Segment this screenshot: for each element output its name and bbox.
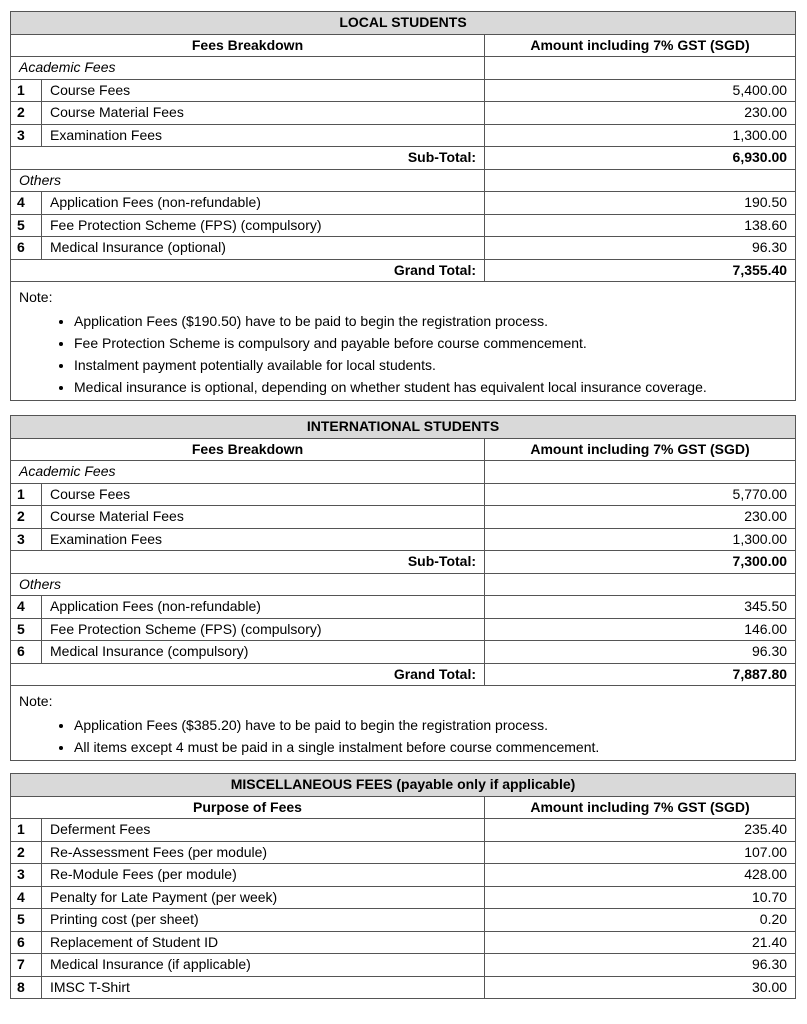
table-row: 3 Examination Fees 1,300.00 [11, 528, 796, 551]
grandtotal-value: 7,355.40 [485, 259, 796, 282]
table-row: 3 Re-Module Fees (per module) 428.00 [11, 864, 796, 887]
miscellaneous-fees-table [10, 773, 796, 999]
subtotal-value: 7,300.00 [485, 551, 796, 574]
table-row: 2 Re-Assessment Fees (per module) 107.00 [11, 841, 796, 864]
note-title: Note: [19, 289, 53, 305]
table-row: 6 Medical Insurance (compulsory) 96.30 [11, 641, 796, 664]
international-students-table [10, 415, 796, 761]
table-title: MISCELLANEOUS FEES (payable only if applicable) [11, 774, 796, 797]
column-header-amount: Amount including 7% GST (SGD) [485, 796, 796, 819]
note-item: • Instalment payment potentially available for local students. [74, 354, 787, 376]
section-label-others: Others [11, 169, 485, 192]
table-row: 3 Examination Fees 1,300.00 [11, 124, 796, 147]
subtotal-label: Sub-Total: [11, 551, 485, 574]
section-label-others: Others [11, 573, 485, 596]
local-students-table [10, 11, 796, 401]
note-title: Note: [19, 693, 53, 709]
table-row: 2 Course Material Fees 230.00 [11, 506, 796, 529]
table-title-note: (payable only if applicable) [396, 776, 576, 793]
column-header-purpose: Purpose of Fees [11, 796, 485, 819]
table-row: 5 Fee Protection Scheme (FPS) (compulsory) 138.60 [11, 214, 796, 237]
section-label-academic: Academic Fees [11, 461, 485, 484]
table-title: INTERNATIONAL STUDENTS [11, 416, 796, 439]
table-row: 4 Application Fees (non-refundable) 190.50 [11, 192, 796, 215]
table-row: 1 Course Fees 5,770.00 [11, 483, 796, 506]
column-header-amount: Amount including 7% GST (SGD) [485, 438, 796, 461]
table-row: 5 Fee Protection Scheme (FPS) (compulsory) 146.00 [11, 618, 796, 641]
note-item: • Application Fees ($385.20) have to be paid to begin the registration process. [74, 714, 787, 736]
table-row: 2 Course Material Fees 230.00 [11, 102, 796, 125]
subtotal-value: 6,930.00 [485, 147, 796, 170]
table-row: 1 Deferment Fees 235.40 [11, 819, 796, 842]
table-row: 4 Application Fees (non-refundable) 345.50 [11, 596, 796, 619]
column-header-amount: Amount including 7% GST (SGD) [485, 34, 796, 57]
table-title: LOCAL STUDENTS [11, 12, 796, 35]
table-row: 5 Printing cost (per sheet) 0.20 [11, 909, 796, 932]
column-header-breakdown: Fees Breakdown [11, 34, 485, 57]
note-block [11, 282, 796, 401]
grandtotal-value: 7,887.80 [485, 663, 796, 686]
grandtotal-label: Grand Total: [11, 259, 485, 282]
section-label-academic: Academic Fees [11, 57, 485, 80]
note-item: • Application Fees ($190.50) have to be paid to begin the registration process. [74, 310, 787, 332]
note-item: • Medical insurance is optional, depending on whether student has equivalent local insurance coverage. [74, 376, 787, 398]
grandtotal-label: Grand Total: [11, 663, 485, 686]
table-row: 6 Replacement of Student ID 21.40 [11, 931, 796, 954]
table-row: 7 Medical Insurance (if applicable) 96.30 [11, 954, 796, 977]
table-row: 1 Course Fees 5,400.00 [11, 79, 796, 102]
note-item: • Fee Protection Scheme is compulsory and payable before course commencement. [74, 332, 787, 354]
table-row: 8 IMSC T-Shirt 30.00 [11, 976, 796, 999]
note-item: • All items except 4 must be paid in a single instalment before course commencement. [74, 736, 787, 758]
note-block [11, 686, 796, 761]
column-header-breakdown: Fees Breakdown [11, 438, 485, 461]
table-row: 6 Medical Insurance (optional) 96.30 [11, 237, 796, 260]
subtotal-label: Sub-Total: [11, 147, 485, 170]
table-row: 4 Penalty for Late Payment (per week) 10.70 [11, 886, 796, 909]
